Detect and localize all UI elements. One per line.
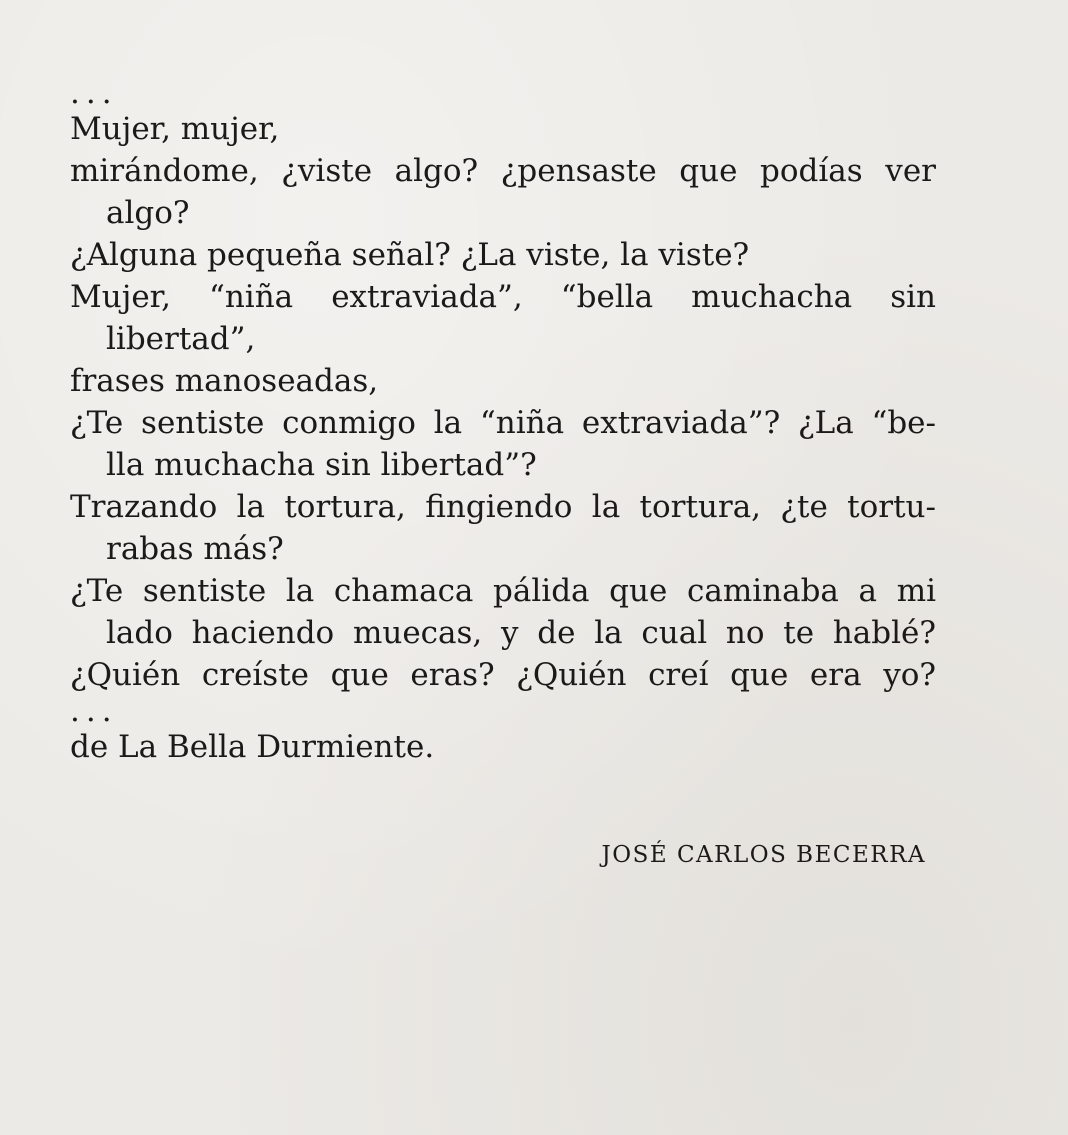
poem-line: Mujer, “niña extraviada”, “bella muchacha sin xyxy=(70,279,936,315)
poem-line: Mujer, mujer, xyxy=(70,111,280,147)
poem-line: ¿Quién creíste que eras? ¿Quién creí que era yo? xyxy=(70,657,936,693)
poem-line: ¿Te sentiste la chamaca pálida que caminaba a mi xyxy=(70,573,936,609)
poem-line: frases manoseadas, xyxy=(70,363,379,399)
poem-line: de La Bella Durmiente. xyxy=(70,729,435,765)
author-name: JOSÉ CARLOS BECERRA xyxy=(601,842,926,868)
poem-line: Trazando la tortura, fingiendo la tortura, ¿te tortu- xyxy=(70,489,936,525)
poem-line: rabas más? xyxy=(106,531,284,567)
poem-line: ... xyxy=(70,75,118,111)
poem-text xyxy=(70,75,936,768)
poem-line: ¿Te sentiste conmigo la “niña extraviada”? ¿La “be- xyxy=(70,405,936,441)
poem-line: ... xyxy=(70,693,118,729)
poem-line: mirándome, ¿viste algo? ¿pensaste que podías ver xyxy=(70,153,936,189)
poem-line: lado haciendo muecas, y de la cual no te hablé? xyxy=(106,615,936,651)
poem-line: ¿Alguna pequeña señal? ¿La viste, la viste? xyxy=(70,237,750,273)
poem-line: lla muchacha sin libertad”? xyxy=(106,447,537,483)
poem-line: libertad”, xyxy=(106,321,256,357)
poem-line: algo? xyxy=(106,195,190,231)
